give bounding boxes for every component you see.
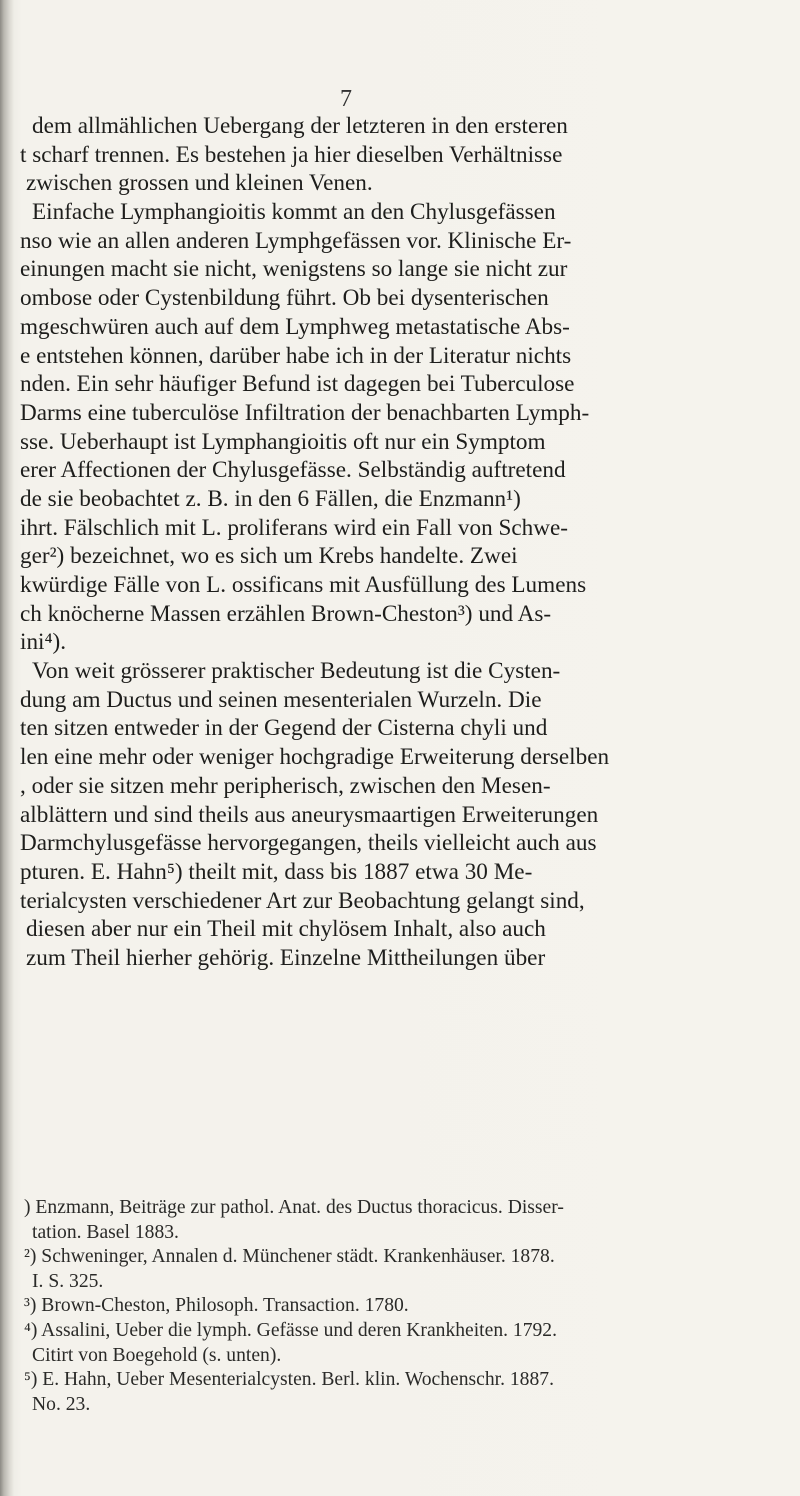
footnote-line: tation. Basel 1883. bbox=[32, 1221, 179, 1243]
body-line: ihrt. Fälschlich mit L. proliferans wird ein Fall von Schwe- bbox=[20, 514, 569, 541]
body-line: Einfache Lymphangioitis kommt an den Chylusgefässen bbox=[32, 199, 556, 226]
binding-edge bbox=[0, 0, 14, 1496]
body-line: diesen aber nur ein Theil mit chylösem Inhalt, also auch bbox=[26, 916, 546, 943]
footnote-line: ²) Schweninger, Annalen d. Münchener städt. Krankenhäuser. 1878. bbox=[24, 1246, 555, 1268]
body-line: nso wie an allen anderen Lymphgefässen vor. Klinische Er- bbox=[20, 227, 572, 254]
body-line: mgeschwüren auch auf dem Lymphweg metastatische Abs- bbox=[20, 313, 570, 340]
body-line: terialcysten verschiedener Art zur Beobachtung gelangt sind, bbox=[20, 887, 585, 914]
body-line: pturen. E. Hahn⁵) theilt mit, dass bis 1887 etwa 30 Me- bbox=[20, 858, 533, 885]
body-line: dem allmählichen Uebergang der letzteren in den ersteren bbox=[32, 113, 568, 139]
body-line: erer Affectionen der Chylusgefässe. Selbständig auftretend bbox=[20, 457, 566, 484]
body-line: Von weit grösserer praktischer Bedeutung ist die Cysten- bbox=[32, 658, 561, 685]
footnote-line: ) Enzmann, Beiträge zur pathol. Anat. des Ductus thoracicus. Disser- bbox=[24, 1197, 564, 1218]
body-line: de sie beobachtet z. B. in den 6 Fällen, die Enzmann¹) bbox=[20, 485, 521, 512]
body-line: sse. Ueberhaupt ist Lymphangioitis oft nur ein Symptom bbox=[20, 428, 546, 455]
body-line: Darmchylusgefässe hervorgegangen, theils vielleicht auch aus bbox=[20, 830, 597, 857]
body-line: dung am Ductus und seinen mesenterialen Wurzeln. Die bbox=[20, 686, 542, 713]
body-line: , oder sie sitzen mehr peripherisch, zwischen den Mesen- bbox=[20, 772, 551, 799]
page-number: 7 bbox=[340, 86, 352, 112]
body-line: nden. Ein sehr häufiger Befund ist dagegen bei Tuberculose bbox=[20, 371, 575, 398]
body-line: zwischen grossen und kleinen Venen. bbox=[26, 170, 373, 197]
body-line: einungen macht sie nicht, wenigstens so lange sie nicht zur bbox=[20, 256, 568, 283]
footnote-line: No. 23. bbox=[32, 1393, 91, 1415]
body-text bbox=[20, 112, 800, 973]
body-line: ch knöcherne Massen erzählen Brown-Cheston³) und As- bbox=[20, 600, 552, 627]
footnote-line: ⁴) Assalini, Ueber die lymph. Gefässe und deren Krankheiten. 1792. bbox=[24, 1319, 558, 1341]
footnote-line: I. S. 325. bbox=[32, 1270, 104, 1292]
footnote-line: Citirt von Boegehold (s. unten). bbox=[32, 1344, 282, 1366]
body-line: e entstehen können, darüber habe ich in der Literatur nichts bbox=[20, 342, 572, 369]
body-line: ombose oder Cystenbildung führt. Ob bei dysenterischen bbox=[20, 285, 549, 312]
footnote-line: ³) Brown-Cheston, Philosoph. Transaction. 1780. bbox=[24, 1295, 409, 1317]
body-line: ini⁴). bbox=[20, 629, 67, 656]
body-line: Darms eine tuberculöse Infiltration der benachbarten Lymph- bbox=[20, 399, 590, 426]
body-line: ten sitzen entweder in der Gegend der Cisterna chyli und bbox=[20, 715, 548, 742]
footnote-line: ⁵) E. Hahn, Ueber Mesenterialcysten. Berl. klin. Wochenschr. 1887. bbox=[24, 1369, 554, 1391]
body-line: t scharf trennen. Es bestehen ja hier dieselben Verhältnisse bbox=[20, 141, 563, 168]
body-line: len eine mehr oder weniger hochgradige Erweiterung derselben bbox=[20, 744, 610, 771]
body-line: zum Theil hierher gehörig. Einzelne Mittheilungen über bbox=[26, 944, 546, 971]
body-line: alblättern und sind theils aus aneurysmaartigen Erweiterungen bbox=[20, 801, 599, 828]
footnotes bbox=[20, 1196, 800, 1417]
body-line: kwürdige Fälle von L. ossificans mit Ausfüllung des Lumens bbox=[20, 572, 587, 598]
body-line: ger²) bezeichnet, wo es sich um Krebs handelte. Zwei bbox=[20, 543, 518, 570]
